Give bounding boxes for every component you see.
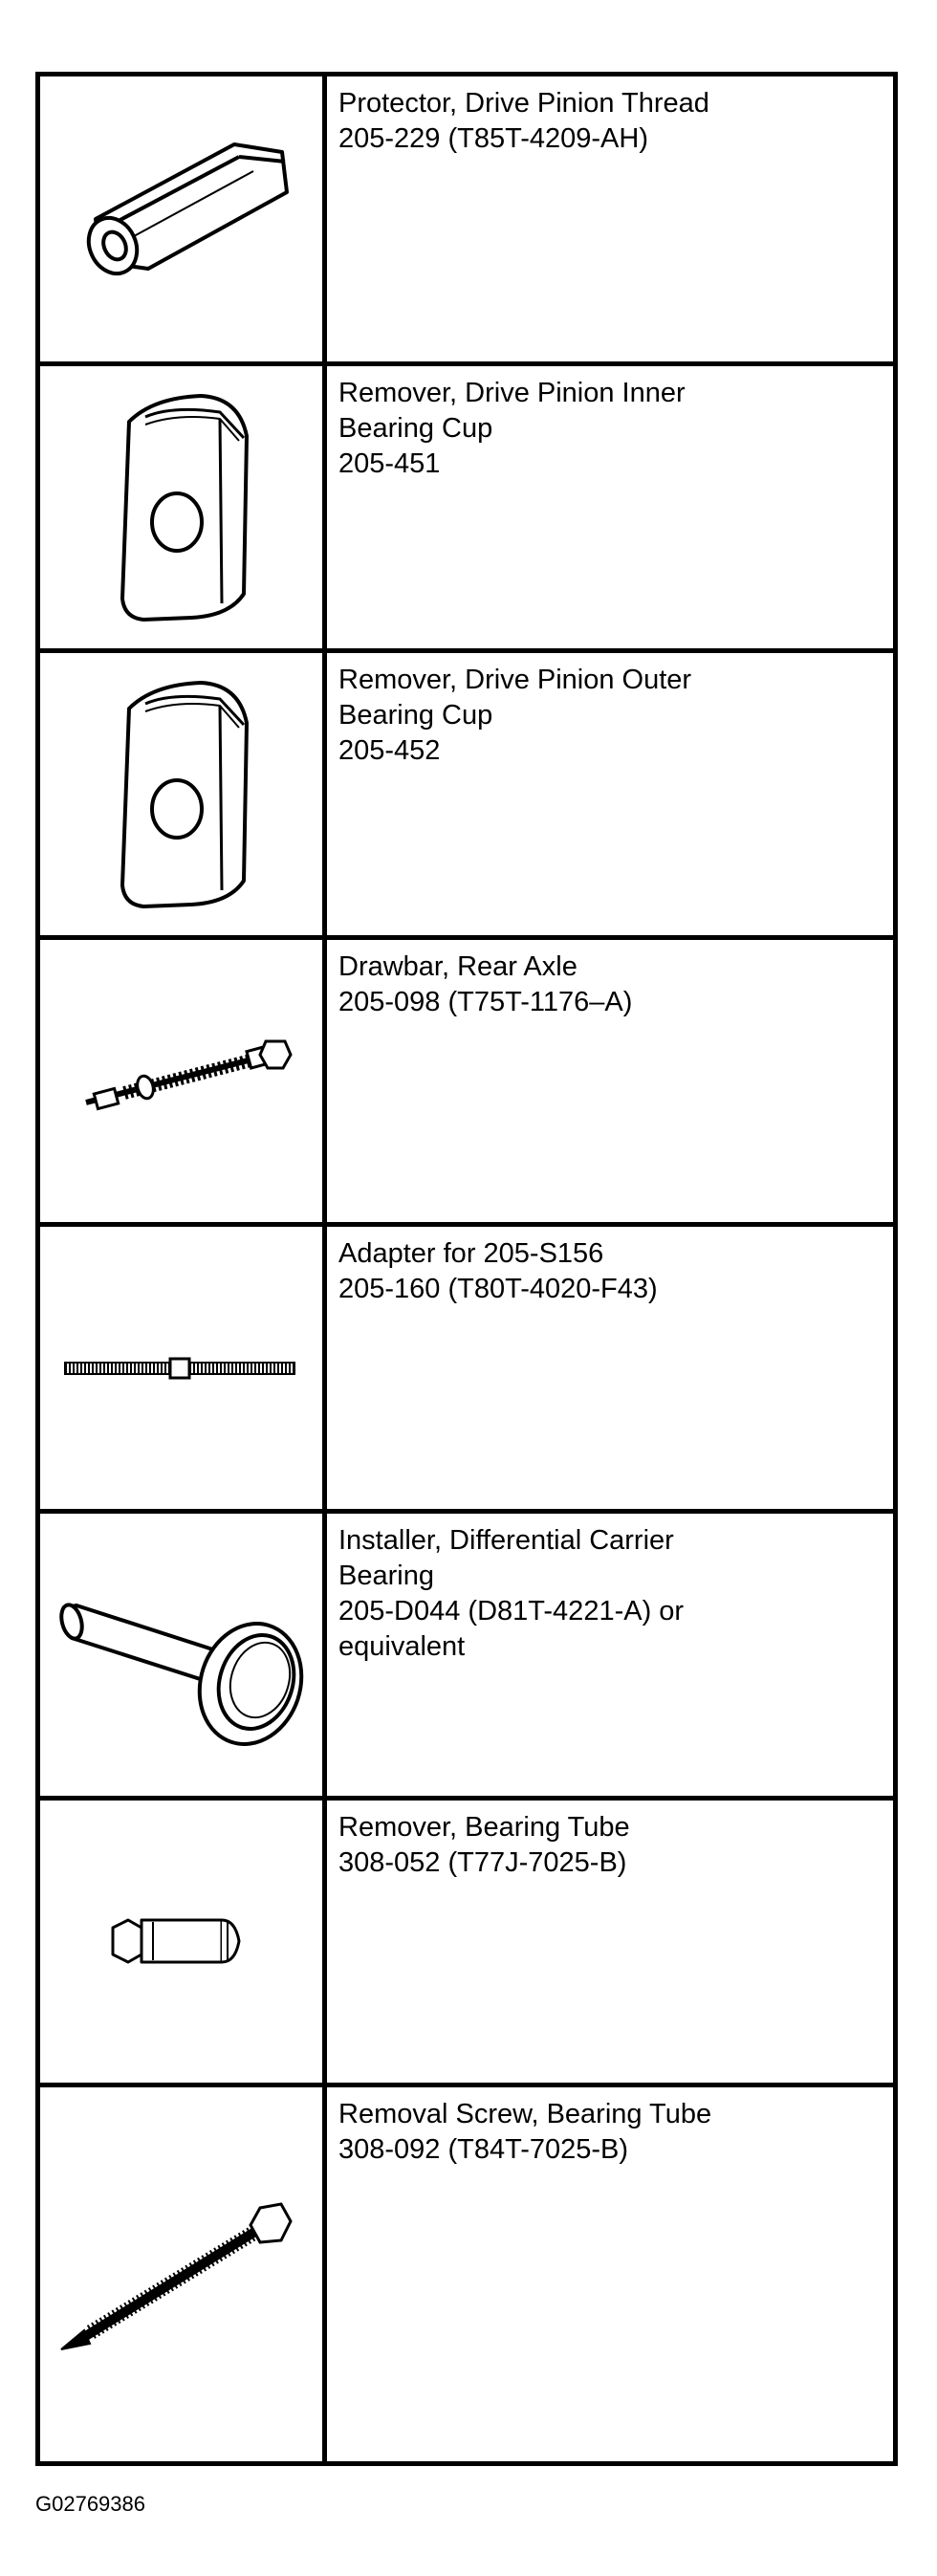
- tool-number: 205-451: [338, 448, 441, 479]
- tool-description: [327, 1514, 893, 1796]
- tool-description: [327, 653, 893, 935]
- tool-image-cell: [40, 2087, 327, 2461]
- tool-row: [40, 935, 893, 1222]
- tool-number-alternate: equivalent: [338, 1631, 466, 1662]
- tool-name: Remover, Drive Pinion Inner: [338, 378, 686, 408]
- tool-description: [327, 366, 893, 648]
- tool-name: Protector, Drive Pinion Thread: [338, 88, 709, 119]
- tool-image-cell: [40, 366, 327, 648]
- tool-name: Remover, Drive Pinion Outer: [338, 665, 692, 695]
- figure-id: G02769386: [35, 2492, 145, 2516]
- tool-image-cell: [40, 653, 327, 935]
- tool-name-continued: Bearing: [338, 1561, 434, 1591]
- tool-description: [327, 1227, 893, 1509]
- drawbar-icon: [57, 1024, 306, 1139]
- tool-description: [327, 940, 893, 1222]
- tool-image-cell: [40, 76, 327, 361]
- tool-description: [327, 2087, 893, 2461]
- tool-row: [40, 2083, 893, 2461]
- tool-image-cell: [40, 1514, 327, 1796]
- tool-image-cell: [40, 1801, 327, 2083]
- tool-number: 205-229 (T85T-4209-AH): [338, 123, 648, 154]
- tool-name: Remover, Bearing Tube: [338, 1812, 630, 1843]
- inner-bearing-cup-remover-icon: [86, 379, 277, 637]
- tool-row: [40, 1796, 893, 2083]
- tool-image-cell: [40, 1227, 327, 1509]
- tool-number: 308-092 (T84T-7025-B): [338, 2134, 629, 2165]
- tool-row: [40, 76, 893, 361]
- tool-number: 205-D044 (D81T-4221-A) or: [338, 1596, 685, 1626]
- tool-name: Installer, Differential Carrier: [338, 1525, 674, 1556]
- adapter-rod-icon: [57, 1340, 306, 1397]
- thread-protector-icon: [57, 123, 306, 315]
- tool-name-continued: Bearing Cup: [338, 700, 493, 731]
- carrier-bearing-installer-icon: [48, 1550, 316, 1760]
- tool-image-cell: [40, 940, 327, 1222]
- tool-name: Removal Screw, Bearing Tube: [338, 2099, 712, 2129]
- tool-name: Drawbar, Rear Axle: [338, 951, 577, 982]
- tool-description: [327, 1801, 893, 2083]
- tool-number: 205-098 (T75T-1176–A): [338, 987, 633, 1017]
- tool-name: Adapter for 205-S156: [338, 1238, 604, 1269]
- tool-row: [40, 1509, 893, 1796]
- bearing-tube-remover-icon: [96, 1899, 268, 1985]
- tool-number: 205-452: [338, 735, 441, 766]
- tool-name-continued: Bearing Cup: [338, 413, 493, 444]
- tool-number: 205-160 (T80T-4020-F43): [338, 1274, 658, 1304]
- special-tools-table: [35, 72, 898, 2466]
- tool-row: [40, 1222, 893, 1509]
- removal-screw-icon: [48, 2179, 316, 2370]
- tool-row: [40, 361, 893, 648]
- tool-number: 308-052 (T77J-7025-B): [338, 1847, 627, 1878]
- tool-row: [40, 648, 893, 935]
- tool-description: [327, 76, 893, 361]
- outer-bearing-cup-remover-icon: [86, 666, 277, 924]
